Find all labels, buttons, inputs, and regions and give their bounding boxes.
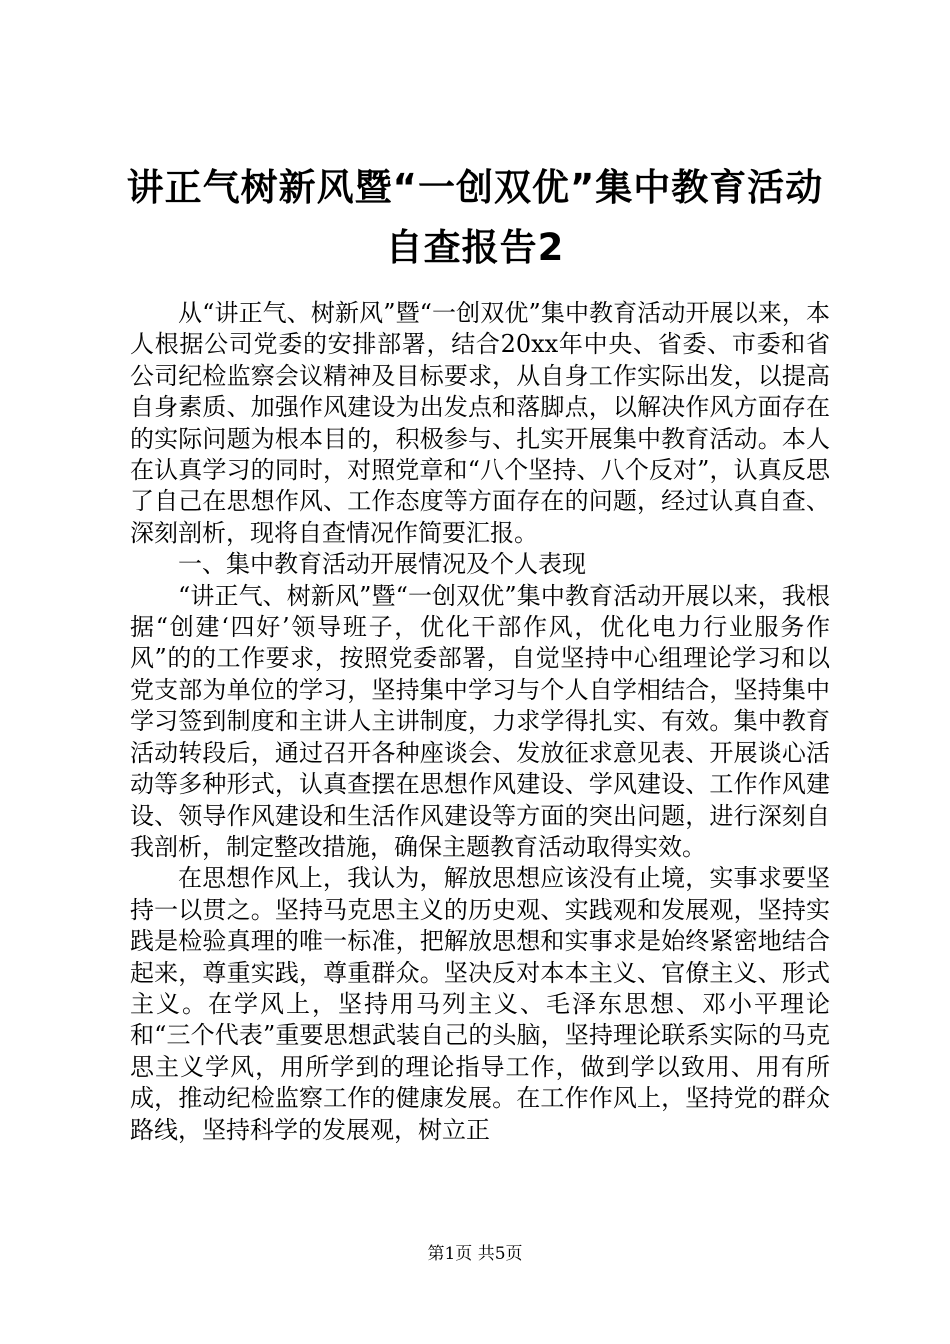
paragraph-activity: “讲正气、树新风”暨“一创双优”集中教育活动开展以来，我根据“创建‘四好’领导班子，优化干部作风，优化电力行业服务作风”的的工作要求，按照党委部署，自觉坚持中心组理论学习和以党支部为单位的学习，坚持集中学习与个人自学相结合，坚持集中学习签到制度和主讲人主讲制度，力求学得扎实、有效。集中教育活动转段后，通过召开各种座谈会、发放征求意见表、开展谈心活动等多种形式，认真查摆在思想作风建设、学风建设、工作作风建设、领导作风建设和生活作风建设等方面的突出问题，进行深刻自我剖析，制定整改措施，确保主题教育活动取得实效。 — [130, 581, 830, 861]
section-heading-1: 一、集中教育活动开展情况及个人表现 — [178, 550, 586, 579]
document-body — [130, 298, 830, 1146]
document-title: 讲正气树新风暨“一创双优”集中教育活动自查报告2 — [126, 166, 824, 269]
page-footer: 第1页 共5页 — [427, 1244, 523, 1264]
paragraph-thought-style: 在思想作风上，我认为，解放思想应该没有止境，实事求要坚持一以贯之。坚持马克思主义的历史观、实践观和发展观，坚持实践是检验真理的唯一标准，把解放思想和实事求是始终紧密地结合起来，尊重实践，尊重群众。坚决反对本本主义、官僚主义、形式主义。在学风上，坚持用马列主义、毛泽东思想、邓小平理论和“三个代表”重要思想武装自己的头脑，坚持理论联系实际的马克思主义学风，用所学到的理论指导工作，做到学以致用、用有所成，推动纪检监察工作的健康发展。在工作作风上，坚持党的群众路线，坚持科学的发展观，树立正 — [130, 864, 830, 1144]
paragraph-intro: 从“讲正气、树新风”暨“一创双优”集中教育活动开展以来，本人根据公司党委的安排部署，结合20xx年中央、省委、市委和省公司纪检监察会议精神及目标要求，从自身工作实际出发，以提高自身素质、加强作风建设为出发点和落脚点，以解决作风方面存在的实际问题为根本目的，积极参与、扎实开展集中教育活动。本人在认真学习的同时，对照党章和“八个坚持、八个反对”，认真反思了自己在思想作风、工作态度等方面存在的问题，经过认真自查、深刻剖析，现将自查情况作简要汇报。 — [130, 299, 830, 547]
